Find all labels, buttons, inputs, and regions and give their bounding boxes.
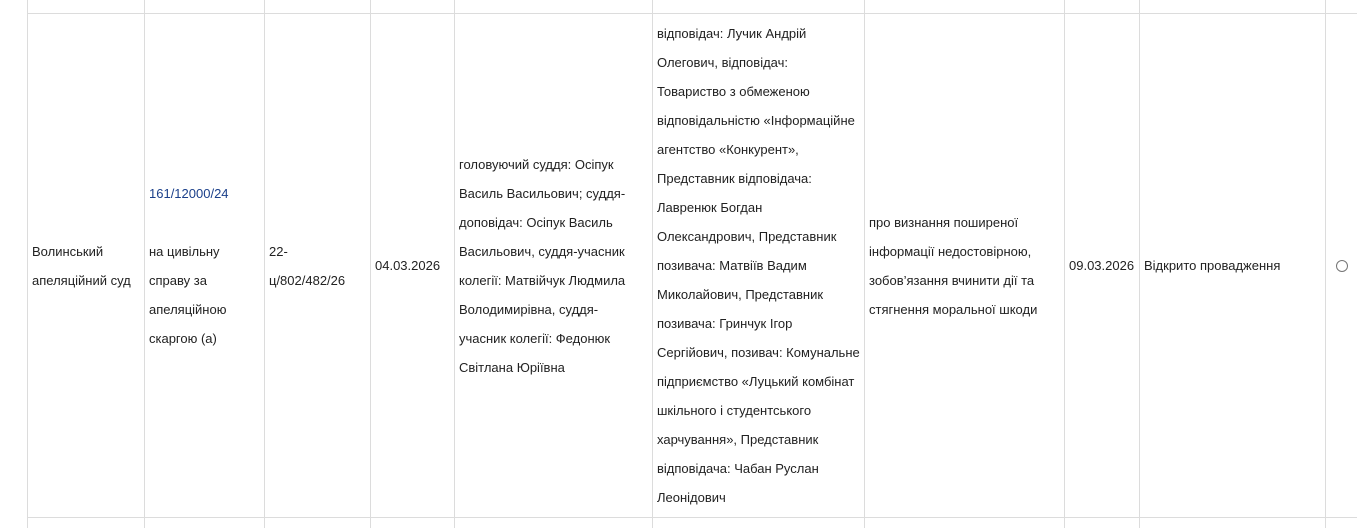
- status-text: Відкрито провадження: [1144, 258, 1281, 273]
- case-description: на цивільну справу за апеляційною скаргою (а): [149, 243, 227, 346]
- hearing-date-cell: [1065, 14, 1139, 517]
- select-cell: [1326, 14, 1357, 517]
- parties-text: відповідач: Лучик Андрій Олегович, відповідач: Товариство з обмеженою відповідальністю «Інформаційне агентство «Конкурент», Представник відповідача: Лавренюк Богдан Олександрович, Представник позивача: Матвіїв Вадим Миколайович, Представник позивача: Гринчук Ігор Сергійович, позивач: Комунальне підприємство «Луцький комбінат шкільного і студентського харчування», Представник відповідача: Чабан Руслан Леонідович: [657, 26, 860, 505]
- case-number-link[interactable]: 161/12000/24: [149, 185, 229, 201]
- subject-cell: [865, 14, 1064, 517]
- proceeding-number: 22-ц/802/482/26: [269, 243, 346, 288]
- row-select-radio[interactable]: [1336, 260, 1348, 272]
- judges-text: головуючий суддя: Осіпук Василь Васильович; суддя-доповідач: Осіпук Василь Васильович, суддя-учасник колегії: Матвійчук Людмила Володимирівна, суддя-учасник колегії: Федонюк Світлана Юріївна: [459, 156, 626, 375]
- judges-cell: [455, 14, 652, 517]
- parties-cell: [653, 14, 864, 517]
- registration-date: 04.03.2026: [375, 258, 441, 273]
- court-cell: [28, 14, 144, 517]
- subject-text: про визнання поширеної інформації недостовірною, зобов’язання вчинити дії та стягнення моральної шкоди: [869, 214, 1038, 317]
- row-divider: [27, 517, 1357, 518]
- proceeding-cell: [265, 14, 370, 517]
- hearing-date: 09.03.2026: [1069, 258, 1135, 273]
- registration-date-cell: [371, 14, 454, 517]
- court-name: Волинський апеляційний суд: [32, 243, 131, 288]
- case-cell: [145, 14, 264, 517]
- status-cell: [1140, 14, 1325, 517]
